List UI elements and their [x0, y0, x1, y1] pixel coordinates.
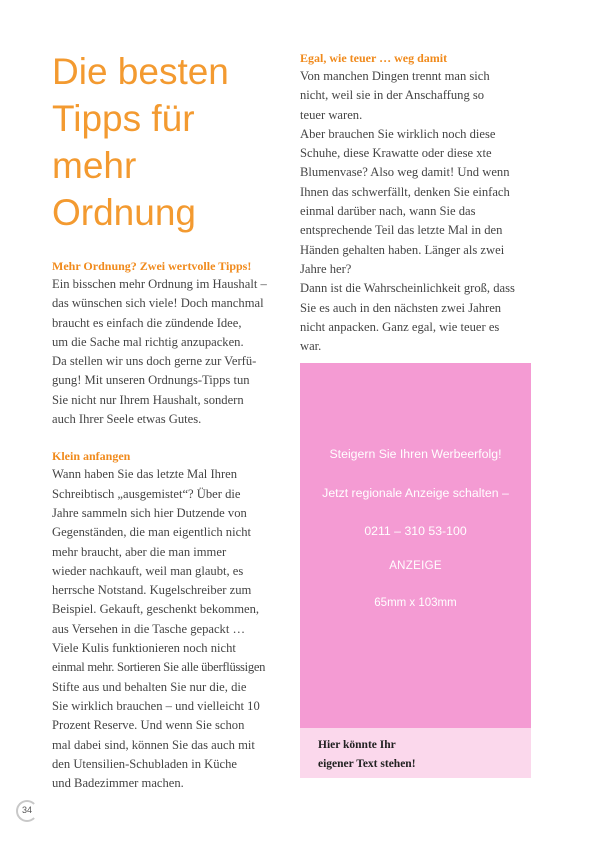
text-line: Händen gehalten haben. Länger als zwei — [300, 242, 505, 257]
ad-text-line: Hier könnte Ihr — [318, 739, 396, 751]
text-line: herrsche Notstand. Kugelschreiber zum — [52, 583, 252, 598]
section-heading-egal-wie-teuer: Egal, wie teuer … weg damit — [300, 51, 448, 65]
text-line: mal dabei sind, können Sie das auch mit — [52, 737, 255, 752]
section-body-egal-wie-teuer — [300, 67, 532, 356]
text-line: Blumenvase? Also weg damit! Und wenn — [300, 165, 510, 180]
text-line: Prozent Reserve. Und wenn Sie schon — [52, 718, 245, 733]
text-line: das wünschen sich viele! Doch manchmal — [52, 296, 264, 311]
text-line: Wann haben Sie das letzte Mal Ihren — [52, 467, 238, 482]
text-line: war. — [300, 339, 322, 354]
text-line: Ihnen das schwerfällt, denken Sie einfach — [300, 184, 510, 199]
ad-phone-number[interactable]: 0211 – 310 53-100 — [364, 524, 467, 538]
title-line: mehr — [52, 145, 137, 186]
title-line: Ordnung — [52, 192, 196, 233]
section-body-klein-anfangen — [52, 465, 288, 793]
text-line: Stifte aus und behalten Sie nur die, die — [52, 679, 247, 694]
page-title — [52, 48, 282, 236]
text-line: nicht anpacken. Ganz egal, wie teuer es — [300, 319, 500, 334]
text-line: Beispiel. Gekauft, geschenkt bekommen, — [52, 602, 260, 617]
text-line: Sie wirklich brauchen – und vielleicht 10 — [52, 698, 260, 713]
section-heading-zwei-tipps: Mehr Ordnung? Zwei wertvolle Tipps! — [52, 259, 252, 273]
text-line: um die Sache mal richtig anzupacken. — [52, 334, 244, 349]
text-line: Dann ist die Wahrscheinlichkeit groß, dass — [300, 281, 515, 296]
text-line: Aber brauchen Sie wirklich noch diese — [300, 126, 496, 141]
ad-subline: Jetzt regionale Anzeige schalten – — [322, 486, 509, 500]
text-line: Schreibtisch „ausgemistet“? Über die — [52, 486, 241, 501]
text-line: nicht, weil sie in der Anschaffung so — [300, 88, 485, 103]
ad-label: ANZEIGE — [389, 560, 442, 572]
page-number: 34 — [21, 805, 32, 815]
text-line: mehr braucht, aber die man immer — [52, 544, 227, 559]
section-body-zwei-tipps — [52, 275, 288, 429]
text-line: entsprechende Teil das letzte Mal in den — [300, 223, 503, 238]
text-line: braucht es einfach die zündende Idee, — [52, 315, 242, 330]
text-line: Sie es auch in den nächsten zwei Jahren — [300, 300, 502, 315]
text-line: Sie nicht nur Ihrem Haushalt, sondern — [52, 392, 244, 407]
text-line: gung! Mit unseren Ordnungs-Tipps tun — [52, 373, 250, 388]
text-line: Ein bisschen mehr Ordnung im Haushalt – — [52, 277, 267, 291]
text-line: Viele Kulis funktionieren noch nicht — [52, 641, 236, 656]
text-line: und Badezimmer machen. — [52, 776, 184, 791]
text-line: einmal mehr. Sortieren Sie alle überflüssigen — [52, 660, 266, 675]
text-line: Gegenständen, die man eigentlich nicht — [52, 525, 251, 540]
text-line: Schuhe, diese Krawatte oder diese xte — [300, 146, 492, 161]
text-line: Da stellen wir uns doch gerne zur Verfü- — [52, 354, 257, 369]
paragraph-gap — [52, 429, 288, 448]
text-line: wieder nachkauft, weil man glaubt, es — [52, 563, 244, 578]
section-heading-klein-anfangen: Klein anfangen — [52, 449, 131, 464]
left-column — [52, 258, 288, 793]
ad-text-line: eigener Text stehen! — [318, 758, 416, 770]
ad-size: 65mm x 103mm — [374, 597, 457, 609]
advertisement-box[interactable] — [300, 363, 531, 728]
text-line: einmal darüber nach, wann Sie das — [300, 204, 476, 219]
right-column — [300, 50, 532, 356]
text-line: Von manchen Dingen trennt man sich — [300, 69, 490, 83]
ad-headline: Steigern Sie Ihren Werbeerfolg! — [329, 447, 502, 461]
title-line: Die besten — [52, 51, 229, 92]
text-line: Jahre her? — [300, 261, 352, 276]
text-line: teuer waren. — [300, 107, 363, 122]
text-line: aus Versehen in die Tasche gepackt … — [52, 621, 246, 636]
ad-text-box — [300, 728, 531, 778]
text-line: den Utensilien-Schubladen in Küche — [52, 756, 238, 771]
title-line: Tipps für — [52, 98, 195, 139]
text-line: auch Ihrer Seele etwas Gutes. — [52, 412, 202, 427]
text-line: Jahre sammeln sich hier Dutzende von — [52, 505, 247, 520]
